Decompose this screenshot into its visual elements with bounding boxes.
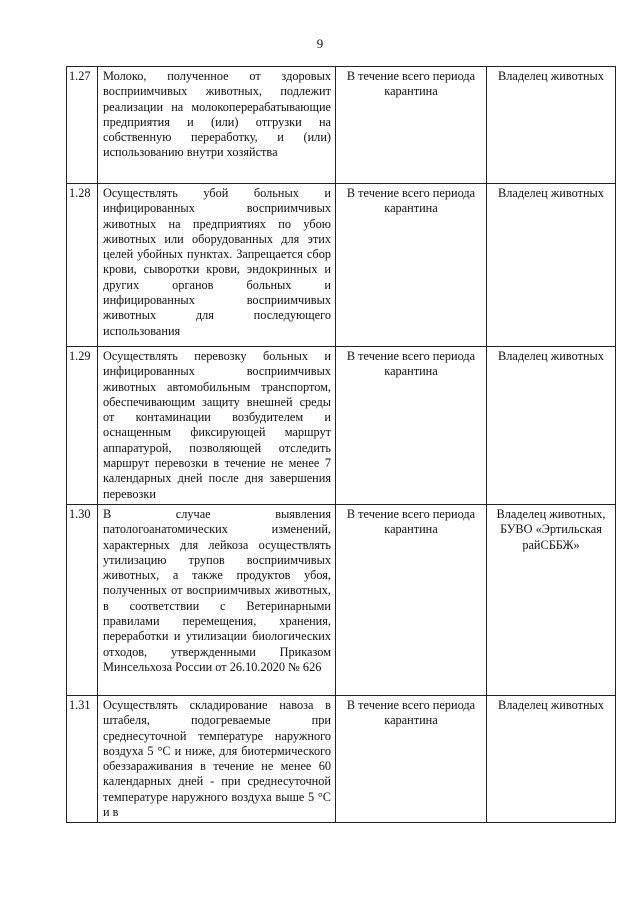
page-number: 9 <box>316 36 324 51</box>
deadline-text: В течение всего периода карантина <box>336 695 487 822</box>
item-number: 1.29 <box>67 347 98 505</box>
table-row <box>67 504 616 695</box>
deadline-text: В течение всего периода карантина <box>336 184 487 347</box>
item-number: 1.31 <box>67 695 98 822</box>
table-row <box>67 184 616 347</box>
deadline-text: В течение всего периода карантина <box>336 347 487 505</box>
table-row <box>67 695 616 822</box>
responsible-text: Владелец животных <box>487 67 616 184</box>
measure-text: Осуществлять убой больных и инфицированных восприимчивых животных на предприятиях по убою животных или оборудованных для этих целей убойных пунктах. Запрещается сбор крови, сыворотки крови, эндокринных и других органов больных и инфицированных восприимчивых животных для последующего использования <box>98 184 336 347</box>
deadline-text: В течение всего периода карантина <box>336 67 487 184</box>
measure-text: Осуществлять перевозку больных и инфицированных восприимчивых животных автомобильным транспортом, обеспечивающим защиту внешней среды от контаминации возбудителем и оснащенным фиксирующей маршрут аппаратурой, позволяющей отследить маршрут перевозки в течение не менее 7 календарных дней после дня завершения перевозки <box>98 347 336 505</box>
item-number: 1.30 <box>67 504 98 695</box>
item-number: 1.27 <box>67 67 98 184</box>
measure-text: Молоко, полученное от здоровых восприимчивых животных, подлежит реализации на молокоперерабатывающие предприятия и (или) отгрузки на собственную переработку, и (или) использованию внутри хозяйства <box>98 67 336 184</box>
responsible-text: Владелец животных <box>487 184 616 347</box>
deadline-text: В течение всего периода карантина <box>336 504 487 695</box>
table-row <box>67 67 616 184</box>
measures-table <box>66 66 616 823</box>
responsible-text: Владелец животных, БУВО «Эртильская райСББЖ» <box>487 504 616 695</box>
responsible-text: Владелец животных <box>487 347 616 505</box>
table-row <box>67 347 616 505</box>
item-number: 1.28 <box>67 184 98 347</box>
measure-text: В случае выявления патологоанатомических изменений, характерных для лейкоза осуществлять утилизацию трупов восприимчивых животных, а также продуктов убоя, полученных от восприимчивых животных, в соответствии с Ветеринарными правилами перемещения, хранения, переработки и утилизации биологических отходов, утвержденными Приказом Минсельхоза России от 26.10.2020 № 626 <box>98 504 336 695</box>
measure-text: Осуществлять складирование навоза в штабеля, подогреваемые при среднесуточной температуре наружного воздуха 5 °С и ниже, для биотермического обеззараживания в течение не менее 60 календарных дней - при среднесуточной температуре наружного воздуха выше 5 °С и в <box>98 695 336 822</box>
responsible-text: Владелец животных <box>487 695 616 822</box>
